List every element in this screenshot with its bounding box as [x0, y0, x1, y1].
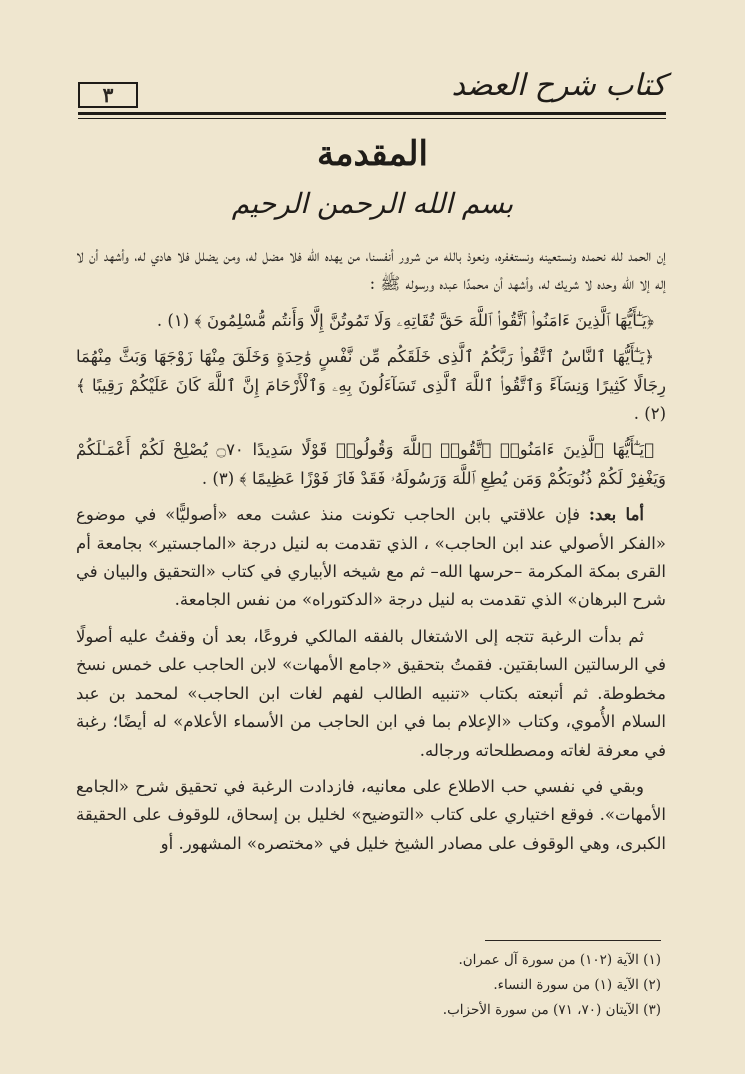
footnote-3: (٣) الآيتان (٧٠، ٧١) من سورة الأحزاب. [442, 1002, 661, 1018]
chapter-title: المقدمة [317, 134, 428, 174]
paragraph-amma-bad [76, 501, 666, 615]
footnote-rule [485, 940, 661, 941]
paragraph-tawdih: وبقي في نفسي حب الاطلاع على معانيه، فازدادت الرغبة في تحقيق شرح «الجامع الأمهات». فوقع اختياري على كتاب «التوضيح» لخليل بن إسحاق، للوقوف على الحقيقة الكبرى، وهي الوقوف على مصادر الشيخ خليل في «مختصره» المشهور. أو [76, 776, 666, 853]
quran-verse-3: ﴿يَـٰٓأَيُّهَا ٱلَّذِينَ ءَامَنُوا۟ ٱتَّقُوا۟ ٱللَّهَ وَقُولُوا۟ قَوْلًا سَدِيدًا ۝٧٠ يُصْلِحْ لَكُمْ أَعْمَـٰلَكُمْ وَيَغْفِرْ لَكُمْ ذُنُوبَكُمْ وَمَن يُطِعِ ٱللَّهَ وَرَسُولَهُۥ فَقَدْ فَازَ فَوْزًا عَظِيمًا ﴾ (٣) . [76, 440, 666, 488]
paragraph-opening: إن الحمد لله نحمده ونستعينه ونستغفره، ونعوذ بالله من شرور أنفسنا، من يهده الله فلا مضل له، ومن يضلل فلا هادي له، وأشهد أن لا إله إلا الله وحده لا شريك له، وأشهد أن محمدًا عبده ورسوله ﷺ : [76, 246, 666, 294]
footnote-1: (١) الآية (١٠٢) من سورة آل عمران. [458, 952, 661, 968]
basmala: بسم الله الرحمن الرحيم [231, 187, 514, 220]
quran-verse-2: ﴿يَـٰٓأَيُّهَا ٱلنَّاسُ ٱتَّقُوا۟ رَبَّكُمُ ٱلَّذِى خَلَقَكُم مِّن نَّفْسٍ وَٰحِدَةٍ وَخَلَقَ مِنْهَا زَوْجَهَا وَبَثَّ مِنْهُمَا رِجَالًا كَثِيرًا وَنِسَآءً وَٱتَّقُوا۟ ٱللَّهَ ٱلَّذِى تَسَآءَلُونَ بِهِۦ وَٱلْأَرْحَامَ إِنَّ ٱللَّهَ كَانَ عَلَيْكُمْ رَقِيبًا ﴾ (٢) . [76, 347, 666, 424]
header-rule-thick [78, 112, 666, 115]
book-title: كتاب شرح العضد [451, 68, 666, 103]
body-text [76, 242, 666, 866]
paragraph-maliki: ثم بدأت الرغبة تتجه إلى الاشتغال بالفقه المالكي فروعًا، بعد أن وقفتُ عليه أصولًا في الرسالتين السابقتين. فقمتُ بتحقيق «جامع الأمهات» لابن الحاجب على خمس نسخ مخطوطة. ثم أتبعته بكتاب «تنبيه الطالب لفهم لغات ابن الحاجب» لمحمد بن عبد السلام الأُموي، وكتاب «الإعلام بما في ابن الحاجب من الأسماء الأعلام» له أيضًا؛ رغبة في معرفة لغاته ومصطلحاته ورجاله. [76, 626, 666, 760]
footnote-2: (٢) الآية (١) من سورة النساء. [493, 977, 661, 993]
lead-phrase: أما بعد: [588, 505, 645, 525]
quran-verse-1: ﴿يَـٰٓأَيُّهَا ٱلَّذِينَ ءَامَنُوا۟ ٱتَّقُوا۟ ٱللَّهَ حَقَّ تُقَاتِهِۦ وَلَا تَمُوتُنَّ إِلَّا وَأَنتُم مُّسْلِمُونَ ﴾ (١) . [156, 310, 654, 330]
footnotes [161, 948, 661, 1023]
paragraph-amma-bad-text: فإن علاقتي بابن الحاجب تكونت منذ عشت معه «أصوليًّا» في موضوع «الفكر الأصولي عند ابن الحاجب» ، الذي تقدمت به لنيل درجة «الماجستير» بجامعة أم القرى بمكة المكرمة –حرسها الله– ثم مع شيخه الأبياري في كتاب «التحقيق والبيان في شرح البرهان» الذي تقدمت به لنيل درجة «الدكتوراه» من نفس الجامعة. [76, 505, 666, 610]
header-rule-thin [78, 118, 666, 119]
page-number: ٣ [78, 82, 138, 108]
